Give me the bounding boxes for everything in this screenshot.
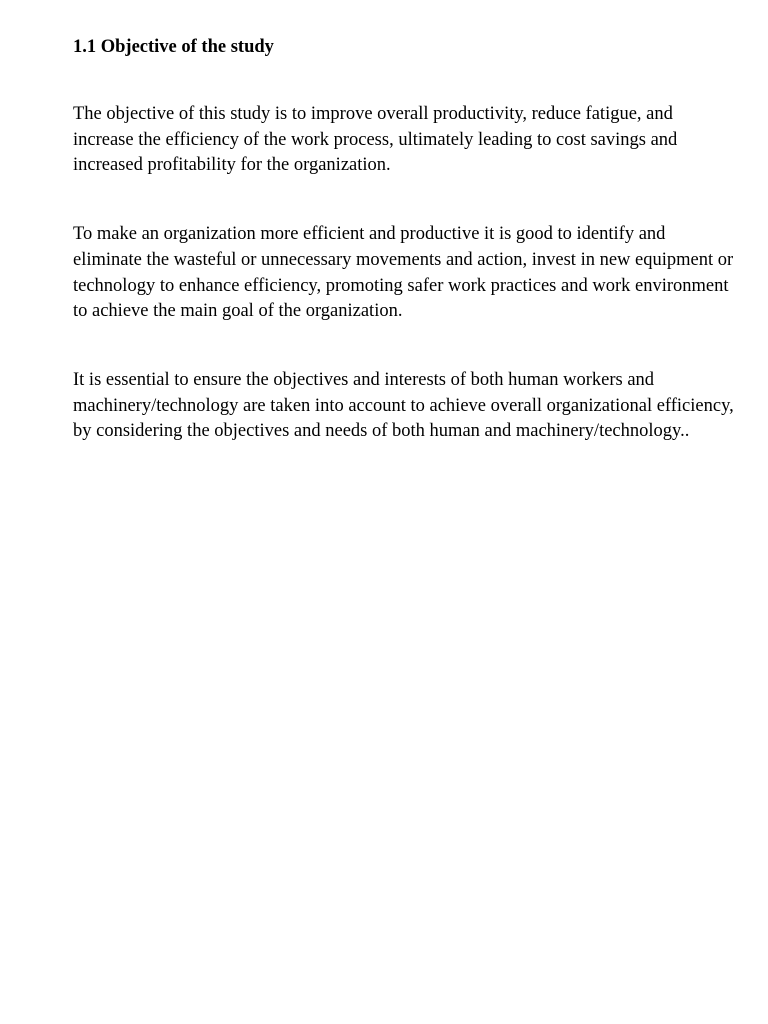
paragraph-efficiency: To make an organization more efficient and productive it is good to identify and eliminate the wasteful or unnecessary movements and action, invest in new equipment or technology to enhance efficiency, promoting safer work practices and work environment to achieve the main goal of the organization.	[73, 224, 734, 322]
section-heading: 1.1 Objective of the study	[73, 37, 274, 57]
paragraph-human-machinery: It is essential to ensure the objectives and interests of both human workers and machinery/technology are taken into account to achieve overall organizational efficiency, by considering the objectives and needs of both human and machinery/technology..	[73, 369, 734, 442]
paragraph-objective: The objective of this study is to improve overall productivity, reduce fatigue, and increase the efficiency of the work process, ultimately leading to cost savings and increased profitability for the organization.	[73, 104, 678, 176]
document-page	[73, 34, 735, 445]
